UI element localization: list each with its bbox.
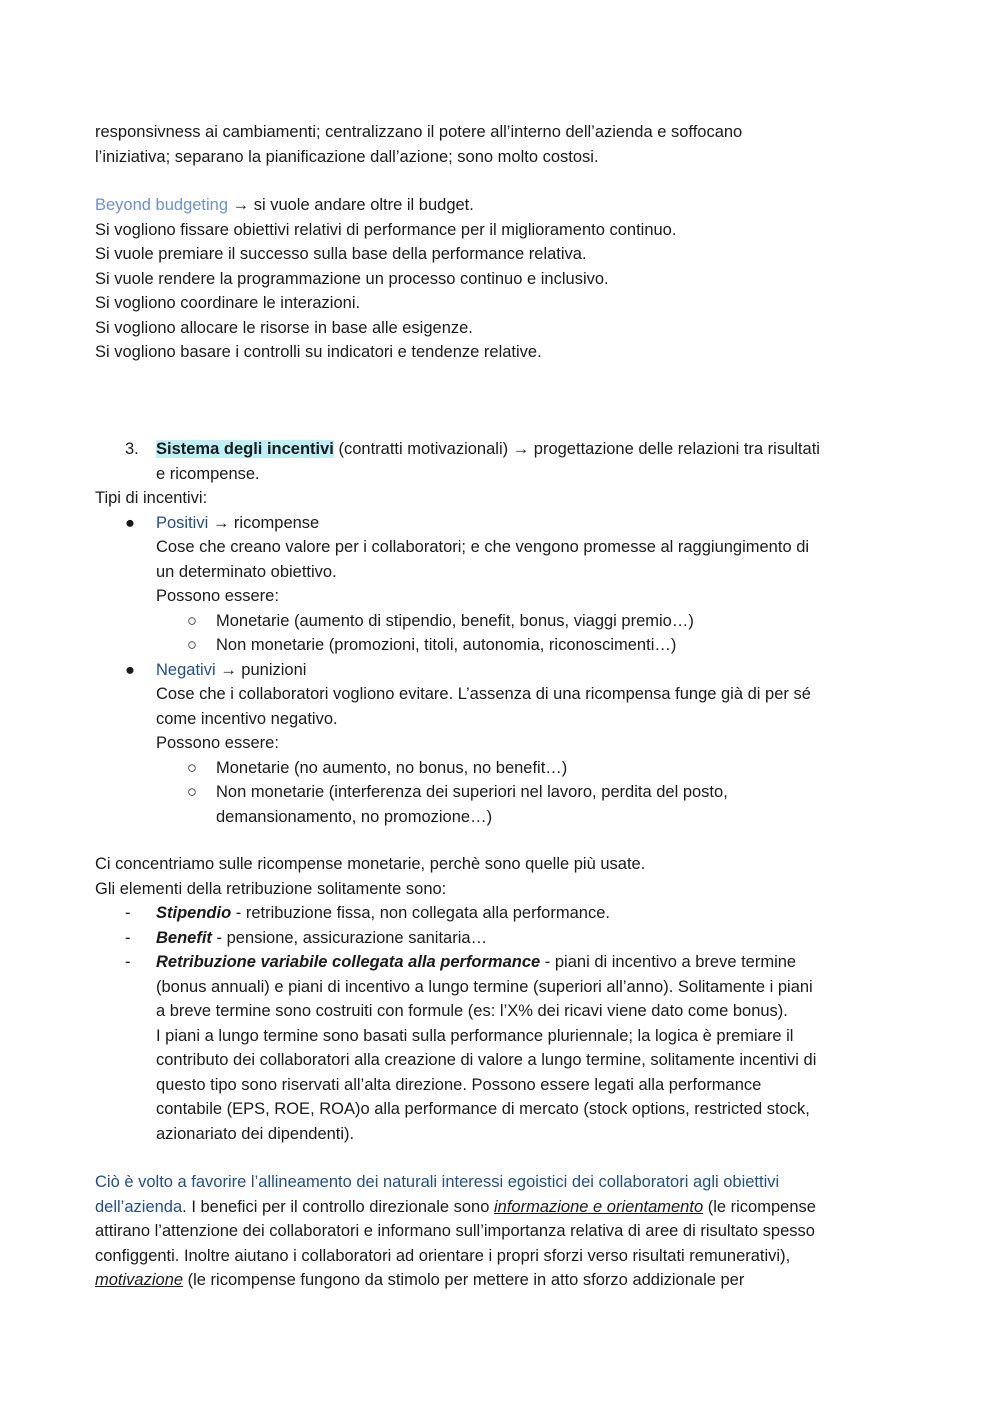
text-line: Si vogliono allocare le risorse in base alle esigenze. <box>95 318 473 337</box>
text-line: come incentivo negativo. <box>156 709 338 728</box>
circle-bullet-icon: ○ <box>187 636 197 654</box>
text-span: - piani di incentivo a breve termine <box>540 953 797 971</box>
dash-list-item <box>95 950 910 975</box>
text-line <box>95 1195 910 1220</box>
dash-list-item <box>95 926 910 951</box>
text-span: dell’azienda <box>95 1197 183 1216</box>
beyond-budgeting-paragraph <box>95 193 910 365</box>
negativi-term: Negativi <box>156 660 216 679</box>
bullet-icon: ● <box>125 513 135 532</box>
text-line <box>95 1268 910 1293</box>
text-span: - pensione, assicurazione sanitaria… <box>211 928 488 947</box>
dash-bullet-icon: - <box>125 953 131 971</box>
text-span: (le ricompense <box>703 1197 816 1216</box>
text-span: (contratti motivazionali) → progettazione delle relazioni tra risultati <box>333 440 820 458</box>
text-line: responsivness ai cambiamenti; centralizzano il potere all’interno dell’azienda e soffocano <box>95 123 743 141</box>
text-span: (le ricompense fungono da stimolo per mettere in atto sforzo addizionale per <box>183 1271 745 1289</box>
text-line: demansionamento, no promozione…) <box>216 807 493 826</box>
list-item <box>95 511 910 536</box>
text-line: azionariato dei dipendenti). <box>156 1124 355 1143</box>
text-span: → punizioni <box>215 660 307 679</box>
text-line: (bonus annuali) e piani di incentivo a lungo termine (superiori all’anno). Solitamente i piani <box>156 977 813 996</box>
sub-list-item <box>95 780 910 805</box>
text-line: Si vogliono coordinare le interazioni. <box>95 294 361 312</box>
motivazione-term: motivazione <box>95 1271 184 1289</box>
text-span: . I benefici per il controllo direzionale sono <box>182 1197 494 1216</box>
text-line: Si vuole rendere la programmazione un processo continuo e inclusivo. <box>95 269 609 288</box>
text-line: questo tipo sono riservati all’alta direzione. Possono essere legati alla performance <box>156 1075 762 1094</box>
text-span: → si vuole andare oltre il budget. <box>228 196 474 214</box>
dash-bullet-icon: - <box>125 928 131 947</box>
text-line: Si vogliono basare i controlli su indicatori e tendenze relative. <box>95 343 542 361</box>
text-line: contributo dei collaboratori alla creazione di valore a lungo termine, solitamente incentivi di <box>156 1051 817 1069</box>
bullet-icon: ● <box>125 660 135 679</box>
positivi-term: Positivi <box>156 513 209 532</box>
text-span: Monetarie (no aumento, no bonus, no benefit…) <box>216 758 568 777</box>
text-line: Possono essere: <box>156 734 279 752</box>
text-line: l’iniziativa; separano la pianificazione dall’azione; sono molto costosi. <box>95 147 599 166</box>
text-span: Monetarie (aumento di stipendio, benefit, bonus, viaggi premio…) <box>216 611 694 630</box>
text-line: I piani a lungo termine sono basati sulla performance pluriennale; la logica è premiare il <box>156 1026 794 1045</box>
intro-paragraph <box>95 120 910 169</box>
text-line: Gli elementi della retribuzione solitamente sono: <box>95 879 447 898</box>
informazione-term: informazione e orientamento <box>494 1197 704 1216</box>
monetary-section <box>95 852 910 1146</box>
sub-list-item <box>95 633 910 658</box>
section-heading <box>95 437 910 462</box>
beyond-budgeting-term: Beyond budgeting <box>95 196 229 214</box>
incentives-section <box>95 437 910 829</box>
text-line: Tipi di incentivi: <box>95 489 208 507</box>
text-line: Ciò è volto a favorire l’allineamento dei naturali interessi egoistici dei collaboratori agli obiettivi <box>95 1173 780 1191</box>
text-span: Non monetarie (promozioni, titoli, autonomia, riconoscimenti…) <box>216 636 677 654</box>
stipendio-term: Stipendio <box>156 904 232 922</box>
retribuzione-variabile-term: Retribuzione variabile collegata alla performance <box>156 953 541 971</box>
dash-bullet-icon: - <box>125 904 131 922</box>
sub-list-item <box>95 756 910 781</box>
text-line: a breve termine sono costruiti con formule (es: l’X% dei ricavi viene dato come bonus). <box>156 1002 788 1020</box>
text-span: Non monetarie (interferenza dei superiori nel lavoro, perdita del posto, <box>216 783 728 801</box>
section-title: Sistema degli incentivi <box>156 440 334 458</box>
benefit-term: Benefit <box>156 928 212 947</box>
text-line <box>95 193 910 218</box>
text-line: Possono essere: <box>156 587 279 605</box>
list-number: 3. <box>125 440 139 458</box>
closing-paragraph <box>95 1170 910 1293</box>
sub-list-item <box>95 609 910 634</box>
circle-bullet-icon: ○ <box>187 611 197 630</box>
text-span: - retribuzione fissa, non collegata alla performance. <box>231 904 610 922</box>
text-line: contabile (EPS, ROE, ROA)o alla performance di mercato (stock options, restricted stock, <box>156 1100 810 1118</box>
text-line: Ci concentriamo sulle ricompense monetarie, perchè sono quelle più usate. <box>95 855 646 873</box>
text-line: Cose che creano valore per i collaboratori; e che vengono promesse al raggiungimento di <box>156 538 810 556</box>
text-line: e ricompense. <box>156 464 260 483</box>
text-line: Cose che i collaboratori vogliono evitare. L’assenza di una ricompensa funge già di per sé <box>156 685 811 703</box>
text-line: Si vogliono fissare obiettivi relativi di performance per il miglioramento continuo. <box>95 220 677 239</box>
circle-bullet-icon: ○ <box>187 783 197 801</box>
dash-list-item <box>95 901 910 926</box>
text-line: attirano l’attenzione dei collaboratori e informano sull’importanza relativa di aree di risultato spesso <box>95 1222 815 1240</box>
text-line: configgenti. Inoltre aiutano i collaboratori ad orientare i propri sforzi verso risultati remunerativi), <box>95 1246 791 1265</box>
text-span: → ricompense <box>208 513 320 532</box>
list-item <box>95 658 910 683</box>
circle-bullet-icon: ○ <box>187 758 197 777</box>
text-line: Si vuole premiare il successo sulla base della performance relativa. <box>95 245 587 263</box>
text-line: un determinato obiettivo. <box>156 562 337 581</box>
